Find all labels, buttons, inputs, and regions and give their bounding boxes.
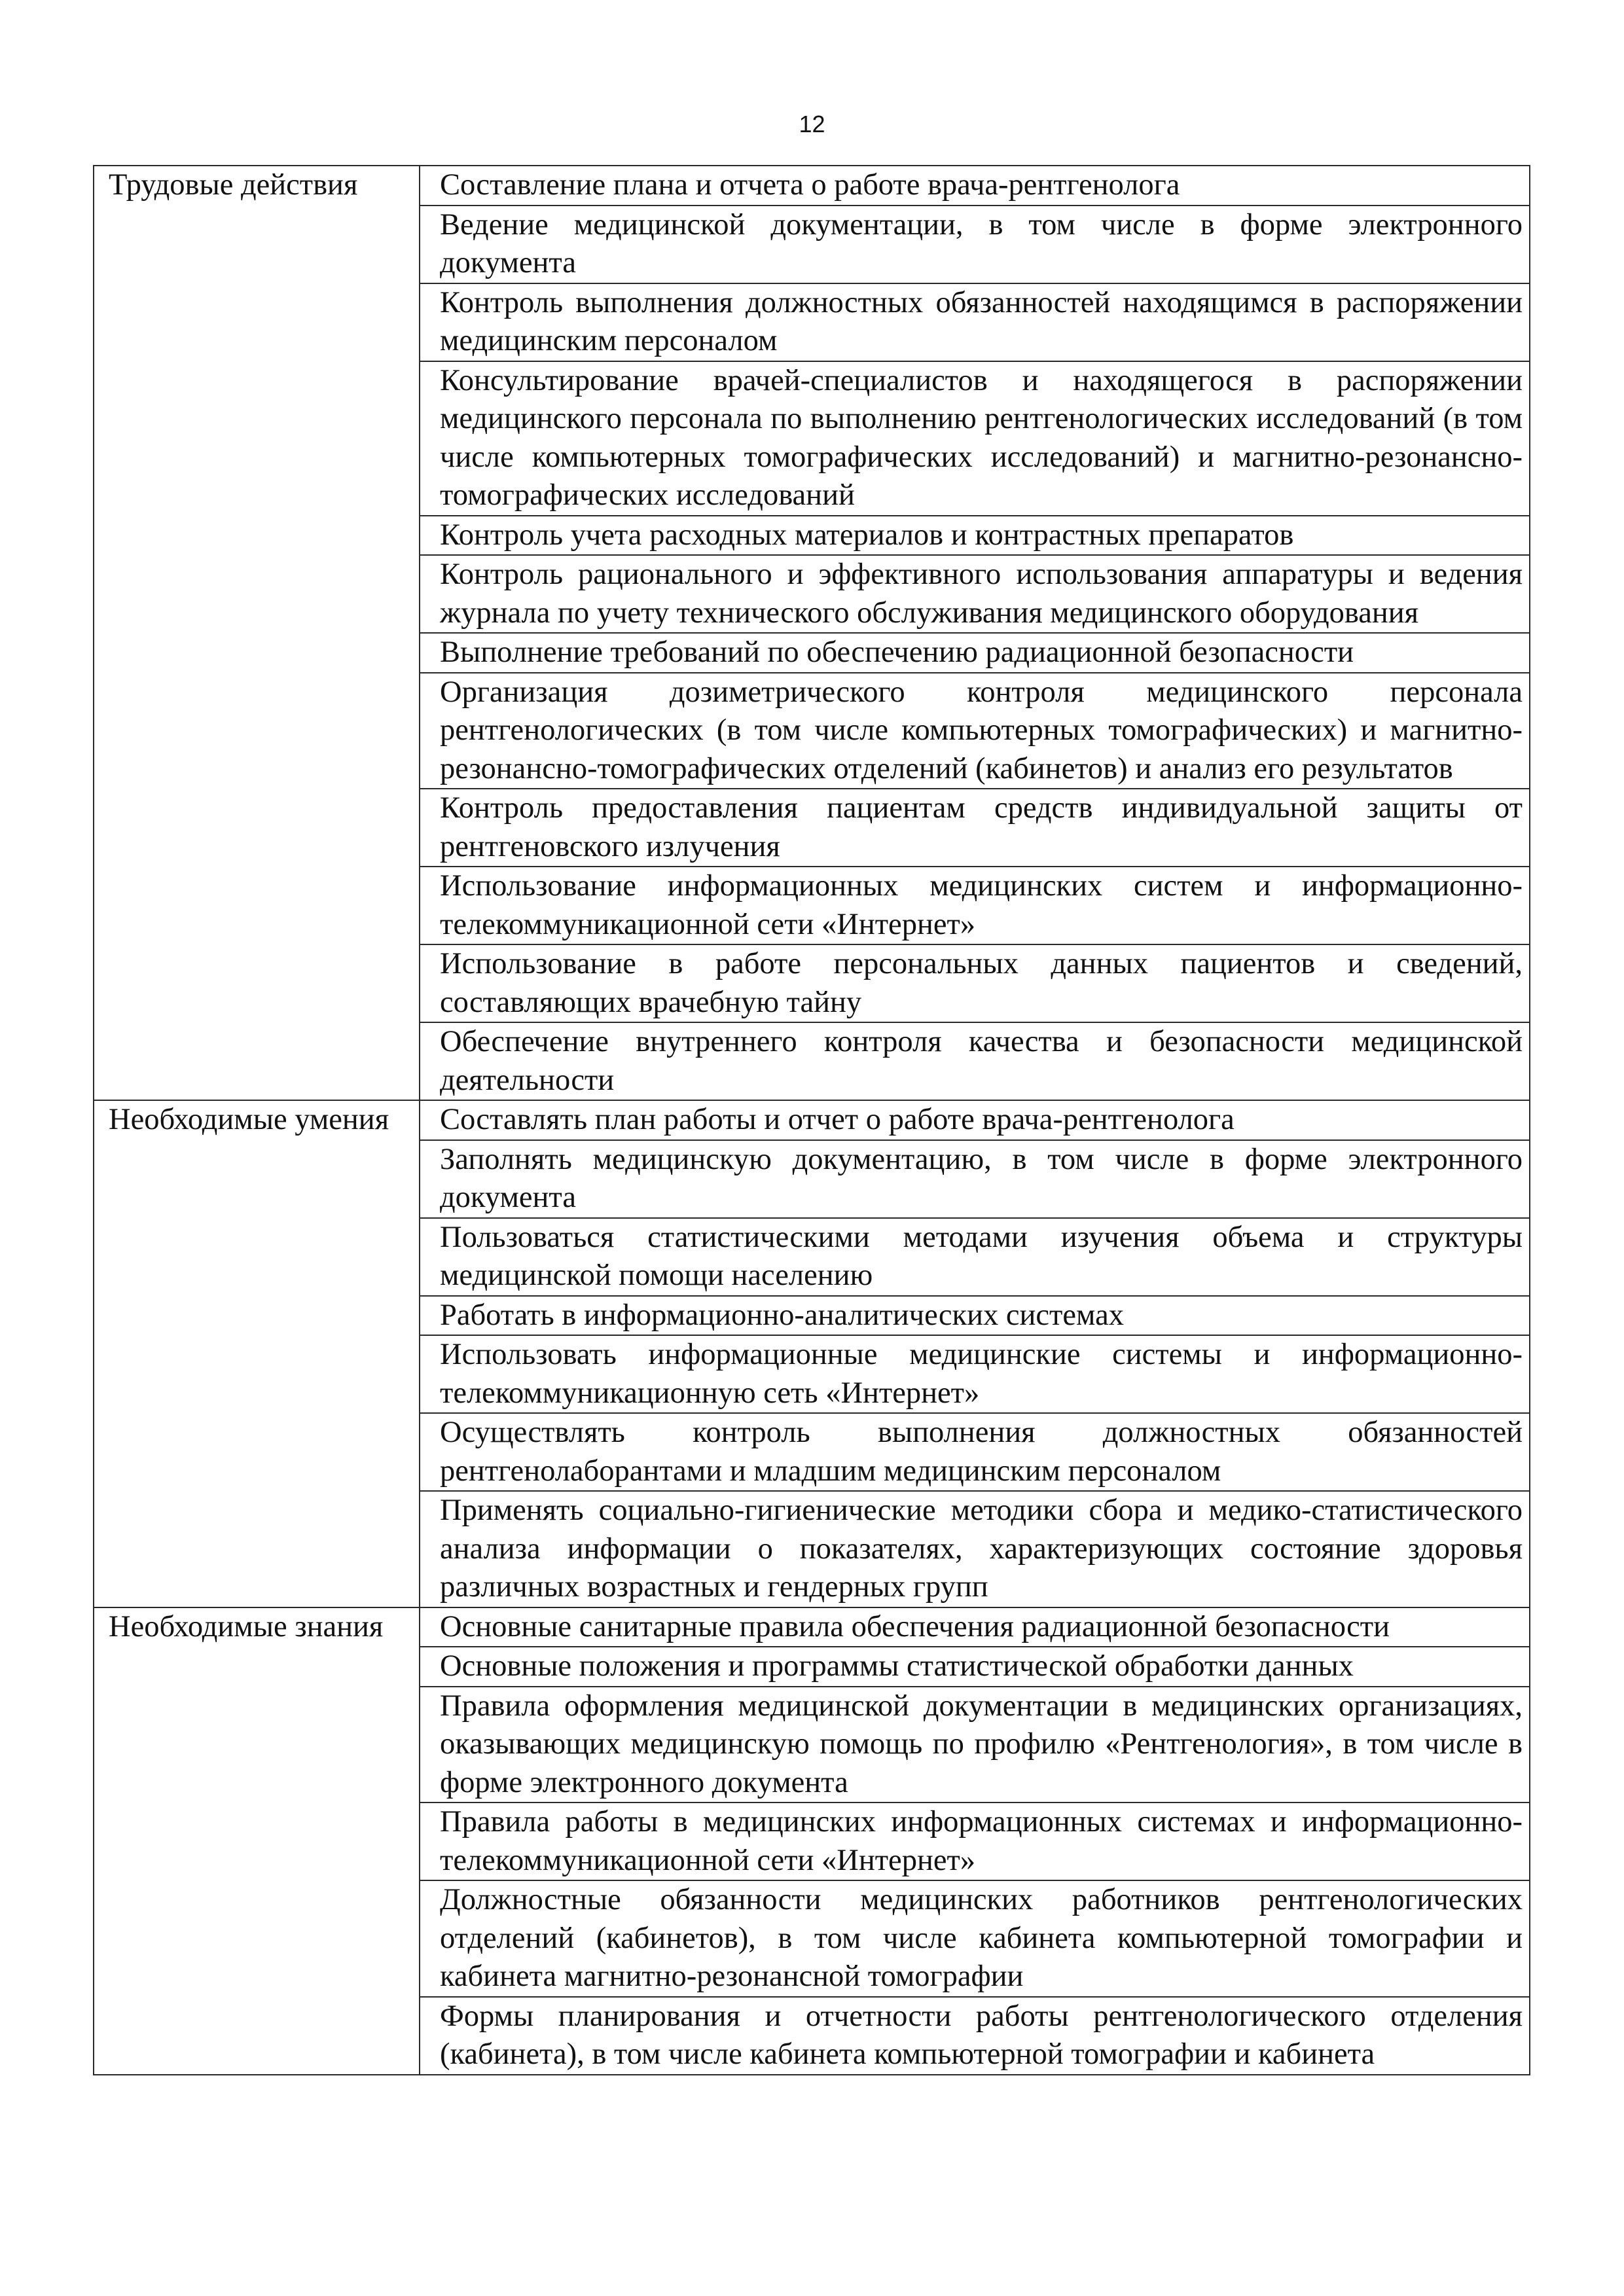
table-row bbox=[94, 1022, 1530, 1100]
section-label-continuation bbox=[94, 789, 420, 867]
table-row bbox=[94, 283, 1530, 361]
table-row bbox=[94, 1100, 1530, 1140]
table-cell-item: Основные санитарные правила обеспечения радиационной безопасности bbox=[420, 1607, 1530, 1647]
table-cell-item: Осуществлять контроль выполнения должностных обязанностей рентгенолаборантами и младшим медицинским персоналом bbox=[420, 1413, 1530, 1491]
table-cell-item: Использование информационных медицинских систем и информационно-телекоммуникационной сети «Интернет» bbox=[420, 867, 1530, 944]
table-row bbox=[94, 1296, 1530, 1336]
table-cell-item: Контроль учета расходных материалов и контрастных препаратов bbox=[420, 516, 1530, 556]
section-label-continuation bbox=[94, 1335, 420, 1413]
section-label-continuation bbox=[94, 944, 420, 1022]
section-label-continuation bbox=[94, 206, 420, 283]
section-label-continuation bbox=[94, 283, 420, 361]
table-cell-item: Контроль выполнения должностных обязанностей находящимся в распоряжении медицинским персоналом bbox=[420, 283, 1530, 361]
table-row bbox=[94, 1413, 1530, 1491]
table-cell-item: Выполнение требований по обеспечению радиационной безопасности bbox=[420, 633, 1530, 673]
table-row bbox=[94, 1607, 1530, 1647]
section-label-continuation bbox=[94, 1880, 420, 1997]
qualification-table bbox=[93, 165, 1530, 2075]
section-label-continuation bbox=[94, 1413, 420, 1491]
table-row bbox=[94, 1997, 1530, 2075]
table-cell-item: Контроль рационального и эффективного использования аппаратуры и ведения журнала по учету технического обслуживания медицинского оборудования bbox=[420, 555, 1530, 633]
section-label: Необходимые знания bbox=[94, 1607, 420, 1647]
table-row bbox=[94, 789, 1530, 867]
table-row bbox=[94, 1140, 1530, 1218]
table-row bbox=[94, 206, 1530, 283]
table-row bbox=[94, 361, 1530, 516]
table-cell-item: Обеспечение внутреннего контроля качества и безопасности медицинской деятельности bbox=[420, 1022, 1530, 1100]
table-cell-item: Основные положения и программы статистической обработки данных bbox=[420, 1647, 1530, 1687]
section-label-continuation bbox=[94, 1022, 420, 1100]
table-row bbox=[94, 1687, 1530, 1803]
table-cell-item: Консультирование врачей-специалистов и находящегося в распоряжении медицинского персонала по выполнению рентгенологических исследований (в том числе компьютерных томографических исследований) и магнитно-резонансно-томографических исследований bbox=[420, 361, 1530, 516]
section-label-continuation bbox=[94, 867, 420, 944]
table-cell-item: Правила работы в медицинских информационных системах и информационно-телекоммуникационной сети «Интернет» bbox=[420, 1803, 1530, 1880]
section-label-continuation bbox=[94, 1647, 420, 1687]
table-cell-item: Составление плана и отчета о работе врача-рентгенолога bbox=[420, 166, 1530, 206]
table-cell-item: Пользоваться статистическими методами изучения объема и структуры медицинской помощи населению bbox=[420, 1218, 1530, 1296]
table-cell-item: Использовать информационные медицинские системы и информационно-телекоммуникационную сеть «Интернет» bbox=[420, 1335, 1530, 1413]
section-label-continuation bbox=[94, 1296, 420, 1336]
section-label-continuation bbox=[94, 555, 420, 633]
table-cell-item: Работать в информационно-аналитических системах bbox=[420, 1296, 1530, 1336]
table-row bbox=[94, 867, 1530, 944]
section-label: Необходимые умения bbox=[94, 1100, 420, 1140]
table-cell-item: Организация дозиметрического контроля медицинского персонала рентгенологических (в том числе компьютерных томографических) и магнитно-резонансно-томографических отделений (кабинетов) и анализ его результатов bbox=[420, 673, 1530, 789]
table-row bbox=[94, 1803, 1530, 1880]
section-label-continuation bbox=[94, 516, 420, 556]
section-label-continuation bbox=[94, 1803, 420, 1880]
table-row bbox=[94, 673, 1530, 789]
section-label: Трудовые действия bbox=[94, 166, 420, 206]
table-cell-item: Правила оформления медицинской документации в медицинских организациях, оказывающих медицинскую помощь по профилю «Рентгенология», в том числе в форме электронного документа bbox=[420, 1687, 1530, 1803]
page-number: 12 bbox=[799, 111, 825, 137]
section-label-continuation bbox=[94, 361, 420, 516]
table-body bbox=[94, 166, 1530, 2075]
section-label-continuation bbox=[94, 1687, 420, 1803]
table-row bbox=[94, 944, 1530, 1022]
table-cell-item: Составлять план работы и отчет о работе врача-рентгенолога bbox=[420, 1100, 1530, 1140]
section-label-continuation bbox=[94, 1140, 420, 1218]
table-row bbox=[94, 1335, 1530, 1413]
table-cell-item: Использование в работе персональных данных пациентов и сведений, составляющих врачебную тайну bbox=[420, 944, 1530, 1022]
table-row bbox=[94, 1491, 1530, 1607]
table-row bbox=[94, 633, 1530, 673]
section-label-continuation bbox=[94, 1997, 420, 2075]
table-cell-item: Формы планирования и отчетности работы рентгенологического отделения (кабинета), в том числе кабинета компьютерной томографии и кабинета bbox=[420, 1997, 1530, 2075]
table-row bbox=[94, 1218, 1530, 1296]
table-cell-item: Применять социально-гигиенические методики сбора и медико-статистического анализа информации о показателях, характеризующих состояние здоровья различных возрастных и гендерных групп bbox=[420, 1491, 1530, 1607]
section-label-continuation bbox=[94, 1218, 420, 1296]
table-row bbox=[94, 1647, 1530, 1687]
table-cell-item: Должностные обязанности медицинских работников рентгенологических отделений (кабинетов), в том числе кабинета компьютерной томографии и кабинета магнитно-резонансной томографии bbox=[420, 1880, 1530, 1997]
table-cell-item: Контроль предоставления пациентам средств индивидуальной защиты от рентгеновского излучения bbox=[420, 789, 1530, 867]
section-label-continuation bbox=[94, 633, 420, 673]
table-cell-item: Заполнять медицинскую документацию, в том числе в форме электронного документа bbox=[420, 1140, 1530, 1218]
table-row bbox=[94, 1880, 1530, 1997]
section-label-continuation bbox=[94, 673, 420, 789]
section-label-continuation bbox=[94, 1491, 420, 1607]
table-row bbox=[94, 166, 1530, 206]
table-row bbox=[94, 516, 1530, 556]
table-row bbox=[94, 555, 1530, 633]
table-cell-item: Ведение медицинской документации, в том числе в форме электронного документа bbox=[420, 206, 1530, 283]
